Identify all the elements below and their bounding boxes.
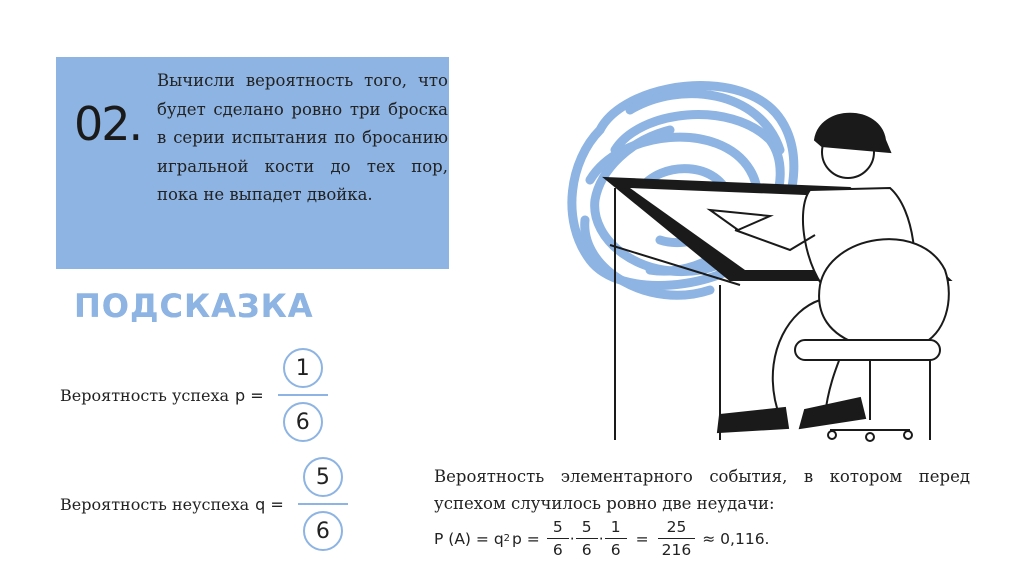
student-at-drafting-table-illustration — [560, 70, 970, 450]
formula-approx: ≈ 0,116. — [702, 529, 770, 548]
formula-equals: = — [635, 529, 649, 548]
success-label: Вероятность успеха — [60, 385, 230, 405]
failure-var: q = — [255, 494, 284, 514]
probability-formula — [434, 518, 769, 559]
failure-numerator: 5 — [303, 457, 343, 497]
success-numerator: 1 — [283, 348, 323, 388]
fraction-4-num: 25 — [666, 518, 687, 536]
fraction-bar — [278, 394, 328, 396]
task-number: 02. — [74, 97, 142, 151]
fraction-1-num: 5 — [552, 518, 563, 536]
success-fraction — [278, 348, 328, 442]
hint-title: ПОДСКАЗКА — [74, 287, 314, 325]
fraction-3 — [607, 518, 625, 559]
formula-lhs: P (A) = q — [434, 529, 504, 548]
dot-2: · — [598, 529, 604, 548]
fraction-bar — [298, 503, 348, 505]
fraction-3-num: 1 — [610, 518, 621, 536]
fraction-2 — [578, 518, 596, 559]
task-card — [56, 57, 449, 269]
success-probability — [60, 348, 328, 442]
dot-1: · — [569, 529, 575, 548]
failure-probability — [60, 457, 348, 551]
failure-denominator: 6 — [303, 511, 343, 551]
fraction-1-den: 6 — [552, 541, 563, 559]
fraction-1 — [549, 518, 567, 559]
fraction-2-den: 6 — [581, 541, 592, 559]
task-text: Вычисли вероятность того, что будет сделано ровно три броска в серии испытания по бросанию игральной кости до тех пор, пока не выпадет двойка. — [157, 71, 448, 204]
fraction-2-num: 5 — [581, 518, 592, 536]
formula-exponent: 2 — [503, 533, 511, 544]
formula-p-eq: p = — [512, 529, 540, 548]
success-denominator: 6 — [283, 402, 323, 442]
failure-label: Вероятность неуспеха — [60, 494, 250, 514]
fraction-3-den: 6 — [610, 541, 621, 559]
failure-fraction — [298, 457, 348, 551]
explanation-text: Вероятность элементарного события, в котором перед успехом случилось ровно две неудачи: — [434, 467, 970, 513]
fraction-4-den: 216 — [661, 541, 692, 559]
success-var: p = — [235, 385, 264, 405]
fraction-4 — [660, 518, 694, 559]
